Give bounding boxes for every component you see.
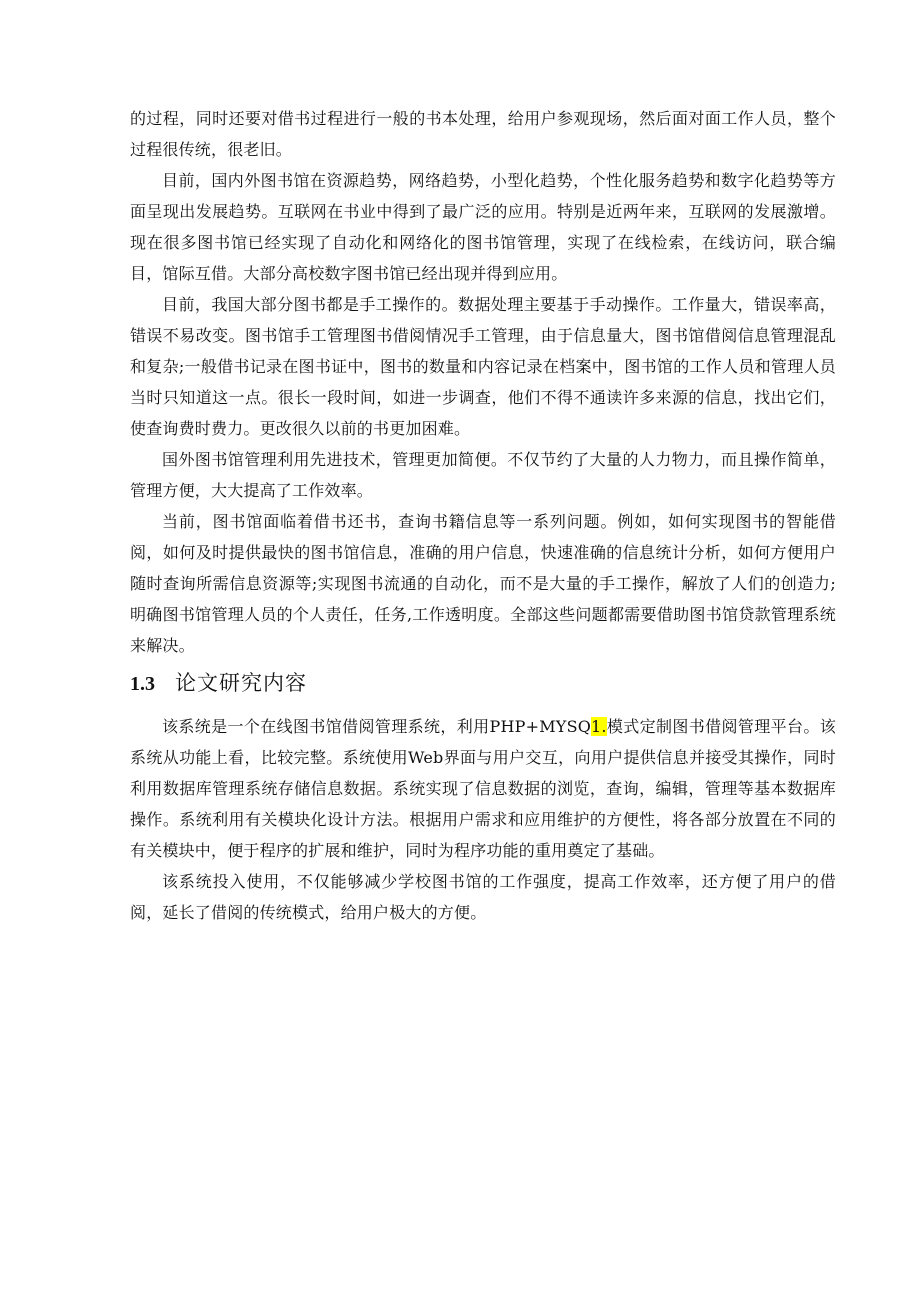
paragraph-domestic-manual: 目前，我国大部分图书都是手工操作的。数据处理主要基于手动操作。工作量大，错误率高，错误不易改变。图书馆手工管理图书借阅情况手工管理，由于信息量大，图书馆借阅信息管理混乱和复杂;一般借书记录在图书证中，图书的数量和内容记录在档案中，图书馆的工作人员和管理人员当时只知道这一点。很长一段时间，如进一步调查，他们不得不通读许多来源的信息，找出它们，使查询费时费力。更改很久以前的书更加困难。 <box>130 295 836 438</box>
system-overview-text-end: 模式定制图书借阅管理平台。该系统从功能上看，比较完整。系统使用Web界面与用户交互，向用户提供信息并接受其操作，同时利用数据库管理系统存储信息数据。系统实现了信息数据的浏览，查询，编辑，管理等基本数据库操作。系统利用有关模块化设计方法。根据用户需求和应用维护的方便性，将各部分放置在不同的有关模块中，便于程序的扩展和维护，同时为程序功能的重用奠定了基础。 <box>130 717 836 860</box>
section-number: 1.3 <box>130 673 155 695</box>
highlighted-text: 1. <box>591 717 607 736</box>
document-body <box>130 103 836 928</box>
paragraph-continuation: 的过程，同时还要对借书过程进行一般的书本处理，给用户参观现场，然后面对面工作人员，整个过程很传统，很老旧。 <box>130 109 836 159</box>
paragraph-system-overview <box>130 711 836 866</box>
section-heading <box>130 665 836 709</box>
paragraph-foreign-management: 国外图书馆管理利用先进技术，管理更加简便。不仅节约了大量的人力物力，而且操作简单，管理方便，大大提高了工作效率。 <box>130 450 836 500</box>
paragraph-current-problems: 当前，图书馆面临着借书还书，查询书籍信息等一系列问题。例如，如何实现图书的智能借阅，如何及时提供最快的图书馆信息，准确的用户信息，快速准确的信息统计分析，如何方便用户随时查询所需信息资源等;实现图书流通的自动化，而不是大量的手工操作，解放了人们的创造力;明确图书馆管理人员的个人责任，任务,工作透明度。全部这些问题都需要借助图书馆贷款管理系统来解决。 <box>130 512 836 655</box>
paragraph-system-benefits: 该系统投入使用，不仅能够减少学校图书馆的工作强度，提高工作效率，还方便了用户的借阅，延长了借阅的传统模式，给用户极大的方便。 <box>130 872 836 922</box>
system-overview-text-start: 该系统是一个在线图书馆借阅管理系统，利用PHP+MYSQ <box>162 717 592 736</box>
section-title: 论文研究内容 <box>175 671 307 695</box>
paragraph-library-trends: 目前，国内外图书馆在资源趋势，网络趋势，小型化趋势，个性化服务趋势和数字化趋势等方面呈现出发展趋势。互联网在书业中得到了最广泛的应用。特别是近两年来，互联网的发展激增。现在很多图书馆已经实现了自动化和网络化的图书馆管理，实现了在线检索，在线访问，联合编目，馆际互借。大部分高校数字图书馆已经出现并得到应用。 <box>130 171 836 283</box>
